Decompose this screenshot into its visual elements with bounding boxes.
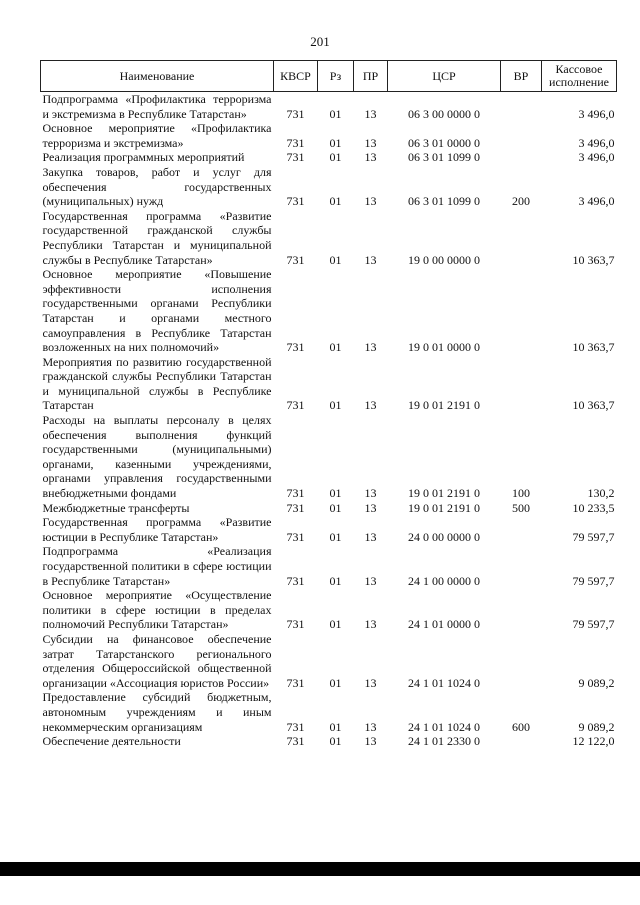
row-rz: 01 [329, 398, 342, 413]
row-vr [501, 734, 542, 749]
row-csr: 24 1 01 2330 0 [408, 734, 480, 749]
row-kvsr: 731 [286, 194, 305, 209]
row-amount: 79 597,7 [572, 529, 615, 544]
table-row [41, 209, 617, 267]
row-vr [501, 267, 542, 355]
row-vr: 600 [512, 719, 530, 734]
row-rz: 01 [329, 719, 342, 734]
header-csr: ЦСР [388, 61, 501, 92]
scan-edge-bar [0, 862, 640, 876]
row-vr: 500 [512, 500, 530, 515]
row-csr: 06 3 01 1099 0 [408, 150, 480, 165]
row-name: Обеспечение деятельности [42, 734, 181, 749]
row-vr [501, 150, 542, 165]
row-pr: 13 [364, 340, 377, 355]
row-vr [501, 588, 542, 632]
row-kvsr: 731 [286, 675, 305, 690]
row-name: Реализация программных мероприятий [42, 150, 245, 165]
row-pr: 13 [364, 150, 377, 165]
table-row [41, 588, 617, 632]
row-name: Мероприятия по развитию государственной гражданской службы Республики Татарстан и муниципальной службы в Республике Татарстан [42, 354, 272, 413]
row-pr: 13 [364, 135, 377, 150]
row-pr: 13 [364, 252, 377, 267]
row-pr: 13 [364, 106, 377, 121]
header-name: Наименование [41, 61, 274, 92]
row-vr [501, 515, 542, 544]
row-pr: 13 [364, 675, 377, 690]
table-row [41, 632, 617, 690]
row-vr [501, 92, 542, 122]
row-amount: 130,2 [587, 486, 615, 501]
row-rz: 01 [329, 106, 342, 121]
row-rz: 01 [329, 573, 342, 588]
row-amount: 9 089,2 [578, 675, 615, 690]
table-row [41, 515, 617, 544]
row-rz: 01 [329, 500, 342, 515]
row-kvsr: 731 [286, 135, 305, 150]
row-amount: 79 597,7 [572, 573, 615, 588]
row-pr: 13 [364, 734, 377, 749]
row-name: Государственная программа «Развитие юстиции в Республике Татарстан» [42, 515, 272, 544]
row-pr: 13 [364, 617, 377, 632]
row-csr: 06 3 01 0000 0 [408, 135, 480, 150]
row-rz: 01 [329, 734, 342, 749]
table-row [41, 121, 617, 150]
row-vr [501, 209, 542, 267]
row-rz: 01 [329, 135, 342, 150]
row-amount: 3 496,0 [578, 135, 615, 150]
row-amount: 3 496,0 [578, 194, 615, 209]
row-kvsr: 731 [286, 150, 305, 165]
row-name: Подпрограмма «Профилактика терроризма и экстремизма в Республике Татарстан» [42, 92, 272, 121]
row-amount: 79 597,7 [572, 617, 615, 632]
row-pr: 13 [364, 398, 377, 413]
row-pr: 13 [364, 719, 377, 734]
table-row [41, 92, 617, 122]
row-name: Межбюджетные трансферты [42, 500, 190, 515]
row-amount: 10 363,7 [572, 398, 615, 413]
table-row [41, 544, 617, 588]
row-kvsr: 731 [286, 486, 305, 501]
row-kvsr: 731 [286, 252, 305, 267]
row-amount: 10 363,7 [572, 340, 615, 355]
row-kvsr: 731 [286, 529, 305, 544]
row-pr: 13 [364, 500, 377, 515]
row-csr: 19 0 01 2191 0 [408, 500, 480, 515]
row-name: Основное мероприятие «Осуществление политики в сфере юстиции в пределах полномочий Республики Татарстан» [42, 588, 272, 632]
row-vr [501, 121, 542, 150]
header-kvsr: КВСР [274, 61, 318, 92]
header-pr: ПР [354, 61, 388, 92]
row-pr: 13 [364, 529, 377, 544]
row-csr: 19 0 01 2191 0 [408, 486, 480, 501]
table-row [41, 413, 617, 501]
row-kvsr: 731 [286, 719, 305, 734]
table-row [41, 267, 617, 355]
table-row [41, 150, 617, 165]
row-csr: 19 0 01 2191 0 [408, 398, 480, 413]
row-name: Предоставление субсидий бюджетным, автономным учреждениям и иным некоммерческим организациям [42, 690, 272, 734]
page-number: 201 [310, 34, 330, 49]
row-name: Закупка товаров, работ и услуг для обеспечения государственных (муниципальных) нужд [42, 164, 272, 209]
row-vr [501, 355, 542, 413]
row-rz: 01 [329, 252, 342, 267]
table-row [41, 165, 617, 209]
header-amount: Кассовое исполнение [542, 61, 617, 92]
row-kvsr: 731 [286, 617, 305, 632]
row-kvsr: 731 [286, 398, 305, 413]
row-csr: 06 3 00 0000 0 [408, 106, 480, 121]
row-pr: 13 [364, 194, 377, 209]
row-vr: 200 [512, 194, 530, 209]
header-rz: Рз [318, 61, 354, 92]
row-csr: 19 0 01 0000 0 [408, 340, 480, 355]
row-csr: 06 3 01 1099 0 [408, 194, 480, 209]
row-kvsr: 731 [286, 106, 305, 121]
row-rz: 01 [329, 529, 342, 544]
row-rz: 01 [329, 340, 342, 355]
row-rz: 01 [329, 194, 342, 209]
table-row [41, 501, 617, 516]
header-vr: ВР [501, 61, 542, 92]
row-amount: 3 496,0 [578, 106, 615, 121]
row-name: Государственная программа «Развитие государственной гражданской службы Республики Татарстан и муниципальной службы в Республике Татарстан» [42, 208, 272, 267]
row-amount: 10 363,7 [572, 252, 615, 267]
row-name: Субсидии на финансовое обеспечение затрат Татарстанского регионального отделения Общероссийской общественной организации «Ассоциация юристов России» [42, 631, 272, 690]
row-rz: 01 [329, 150, 342, 165]
row-kvsr: 731 [286, 734, 305, 749]
row-csr: 24 1 01 1024 0 [408, 719, 480, 734]
table-row [41, 734, 617, 749]
budget-table [40, 60, 617, 749]
row-kvsr: 731 [286, 500, 305, 515]
row-csr: 24 0 00 0000 0 [408, 529, 480, 544]
row-vr: 100 [512, 486, 530, 501]
row-vr [501, 632, 542, 690]
row-name: Основное мероприятие «Профилактика терроризма и экстремизма» [42, 121, 272, 150]
row-vr [501, 544, 542, 588]
row-kvsr: 731 [286, 340, 305, 355]
row-pr: 13 [364, 573, 377, 588]
table-header-row [41, 61, 617, 92]
row-pr: 13 [364, 486, 377, 501]
row-rz: 01 [329, 486, 342, 501]
row-amount: 3 496,0 [578, 150, 615, 165]
table-row [41, 355, 617, 413]
row-csr: 24 1 00 0000 0 [408, 573, 480, 588]
row-csr: 19 0 00 0000 0 [408, 252, 480, 267]
row-amount: 9 089,2 [578, 719, 615, 734]
row-csr: 24 1 01 0000 0 [408, 617, 480, 632]
row-amount: 12 122,0 [572, 734, 615, 749]
row-csr: 24 1 01 1024 0 [408, 675, 480, 690]
row-kvsr: 731 [286, 573, 305, 588]
row-name: Основное мероприятие «Повышение эффективности исполнения государственными органами Республики Татарстан и органами местного самоуправления в Республике Татарстан возложенных на них полномочий» [42, 267, 272, 355]
table-row [41, 690, 617, 734]
row-name: Подпрограмма «Реализация государственной политики в сфере юстиции в Республике Татарстан» [42, 544, 272, 588]
row-name: Расходы на выплаты персоналу в целях обеспечения выполнения функций государственными (муниципальными) органами, казенными учреждениями, органами управления государственными внебюджетными фондами [42, 413, 272, 501]
row-rz: 01 [329, 617, 342, 632]
row-amount: 10 233,5 [572, 500, 615, 515]
row-rz: 01 [329, 675, 342, 690]
